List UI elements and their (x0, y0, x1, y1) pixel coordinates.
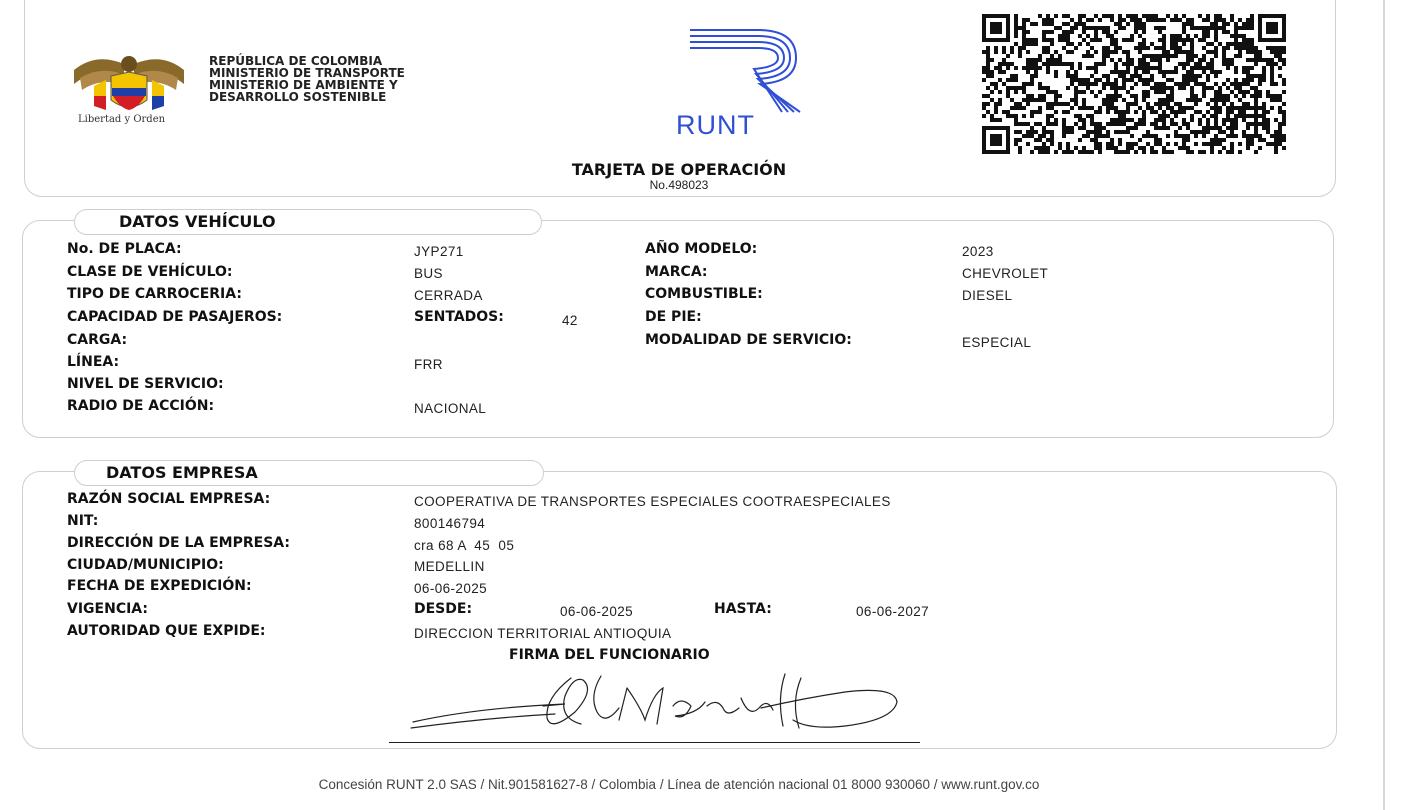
signature-line (389, 742, 920, 743)
clase-label: CLASE DE VEHÍCULO: (67, 264, 233, 280)
sentados-value: 42 (562, 313, 578, 328)
vigencia-label: VIGENCIA: (67, 601, 148, 617)
modelo-value: 2023 (962, 244, 994, 259)
sentados-label: SENTADOS: (414, 309, 504, 325)
runt-brand: RUNT (676, 110, 755, 140)
modalidad-value: ESPECIAL (962, 335, 1032, 350)
linea-value: FRR (414, 357, 443, 372)
vehicle-section-title: DATOS VEHÍCULO (119, 212, 276, 231)
razon-label: RAZÓN SOCIAL EMPRESA: (67, 491, 271, 507)
gov-line-4: DESARROLLO SOSTENIBLE (209, 90, 387, 104)
capacidad-label: CAPACIDAD DE PASAJEROS: (67, 309, 283, 325)
gov-line-2: MINISTERIO DE TRANSPORTE (209, 66, 405, 80)
fecha-value: 06-06-2025 (414, 581, 488, 596)
motto: Libertad y Orden (78, 114, 166, 125)
radio-label: RADIO DE ACCIÓN: (67, 398, 215, 414)
hasta-label: HASTA: (714, 601, 772, 617)
gov-line-3: MINISTERIO DE AMBIENTE Y (209, 78, 398, 92)
ciudad-value: MEDELLIN (414, 559, 485, 574)
nit-label: NIT: (67, 513, 99, 529)
document-title: TARJETA DE OPERACIÓN (571, 160, 787, 179)
desde-value: 06-06-2025 (560, 604, 634, 619)
nivel-label: NIVEL DE SERVICIO: (67, 376, 224, 392)
ciudad-label: CIUDAD/MUNICIPIO: (67, 557, 224, 573)
gov-line-1: REPÚBLICA DE COLOMBIA (209, 54, 383, 68)
runt-logo-icon (688, 26, 816, 114)
carga-label: CARGA: (67, 332, 128, 348)
modalidad-label: MODALIDAD DE SERVICIO: (645, 332, 852, 348)
combustible-label: COMBUSTIBLE: (645, 286, 763, 302)
firma-label: FIRMA DEL FUNCIONARIO (509, 647, 710, 663)
vehicle-section-tab (74, 209, 542, 235)
placa-label: No. DE PLACA: (67, 241, 182, 257)
direccion-label: DIRECCIÓN DE LA EMPRESA: (67, 535, 290, 551)
page-edge (1383, 0, 1385, 810)
document-number: No.498023 (649, 178, 709, 192)
carroceria-value: CERRADA (414, 288, 483, 303)
desde-label: DESDE: (414, 601, 473, 617)
marca-value: CHEVROLET (962, 266, 1049, 281)
depie-label: DE PIE: (645, 309, 702, 325)
combustible-value: DIESEL (962, 288, 1013, 303)
direccion-value: cra 68 A 45 05 (414, 538, 515, 553)
company-section-tab (74, 460, 544, 486)
marca-label: MARCA: (645, 264, 708, 280)
linea-label: LÍNEA: (67, 354, 120, 370)
coat-of-arms-icon (66, 50, 192, 116)
footer-text: Concesión RUNT 2.0 SAS / Nit.901581627-8 / Colombia / Línea de atención nacional 01 8000 930060 / www.runt.gov.co (318, 777, 1040, 792)
placa-value: JYP271 (414, 244, 464, 259)
signature-icon (405, 668, 905, 738)
hasta-value: 06-06-2027 (856, 604, 930, 619)
radio-value: NACIONAL (414, 401, 487, 416)
nit-value: 800146794 (414, 516, 486, 531)
clase-value: BUS (414, 266, 443, 281)
razon-value: COOPERATIVA DE TRANSPORTES ESPECIALES COOTRAESPECIALES (414, 494, 891, 509)
company-section-title: DATOS EMPRESA (106, 463, 258, 482)
fecha-label: FECHA DE EXPEDICIÓN: (67, 578, 252, 594)
modelo-label: AÑO MODELO: (645, 241, 758, 257)
autoridad-value: DIRECCION TERRITORIAL ANTIOQUIA (414, 626, 672, 641)
carroceria-label: TIPO DE CARROCERIA: (67, 286, 242, 302)
qr-code (982, 14, 1286, 154)
autoridad-label: AUTORIDAD QUE EXPIDE: (67, 623, 266, 639)
